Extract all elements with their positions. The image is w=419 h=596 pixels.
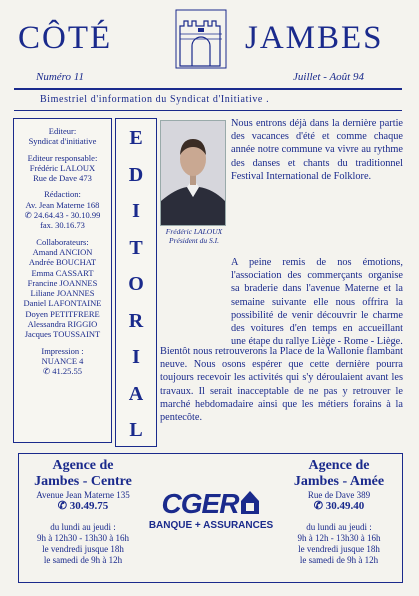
tagline-rule xyxy=(14,110,402,111)
cger-logo-text: CGER xyxy=(161,488,239,519)
ad-right-address: Rue de Dave 389 xyxy=(307,490,371,500)
masthead-right-word: JAMBES xyxy=(245,20,384,56)
collaborateur-name: Emma CASSART xyxy=(31,267,94,278)
editorial-letter: L xyxy=(129,419,143,441)
ad-left-hours2: le vendredi jusque 18h xyxy=(42,544,124,554)
responsable-label: Editeur responsable: xyxy=(27,152,98,163)
photo-caption xyxy=(160,227,228,245)
collaborateur-name: Francine JOANNES xyxy=(27,277,98,288)
issue-date: Juillet - Août 94 xyxy=(293,71,364,83)
ad-left-hours-label: du lundi au jeudi : xyxy=(50,522,116,532)
president-photo xyxy=(160,120,226,226)
article-para2 xyxy=(231,256,403,348)
ad-left-title1: Agence de xyxy=(52,458,114,473)
tagline: Bimestriel d'information du Syndicat d'Initiative . xyxy=(40,94,270,105)
editeur-value: Syndicat d'initiative xyxy=(28,136,97,147)
editorial-letter: I xyxy=(132,346,140,368)
article-para2-text: A peine remis de nos émotions, l'association des commerçants organise sa braderie dans l'avenue Materne et la semaine suivante elle nous offrira la possibilité de venir découvrir le charme des voitures d'en temps en accueillant une étape du rallye Liège - Rome - Liège. xyxy=(231,257,403,348)
ad-right-hours-label: du lundi au jeudi : xyxy=(306,522,372,532)
ad-right-hours3: le samedi de 9h à 12h xyxy=(299,555,379,565)
ad-left-hours3: le samedi de 9h à 12h xyxy=(43,555,123,565)
house-icon xyxy=(240,489,260,520)
collaborateur-name: Jacques TOUSSAINT xyxy=(24,329,101,340)
responsable-name: Frédéric LALOUX xyxy=(29,162,96,173)
redaction-address: Av. Jean Materne 168 xyxy=(25,199,100,210)
editorial-letter: E xyxy=(129,127,143,149)
editorial-letter: R xyxy=(128,309,144,332)
article-para3: Bientôt nous retrouverons la Place de la Wallonie flambant neuve. Nous osons espérer que cette dernière pourra toujours recevoir les activités qui s'y déroulaient avant les travaux. Il serait inacceptable de ne pas y retrouver le marché hebdomadaire ainsi que les métiers forains à la pentecôte. xyxy=(160,346,403,424)
collaborateur-name: Andrée BOUCHAT xyxy=(28,257,97,268)
ad-right-title1: Agence de xyxy=(308,458,370,473)
cger-logo-subtitle: BANQUE + ASSURANCES xyxy=(148,520,274,531)
cger-advertisement xyxy=(18,453,403,583)
ad-right-title2: Jambes - Amée xyxy=(293,474,385,489)
ad-left-title2: Jambes - Centre xyxy=(34,474,132,489)
editorial-letter: T xyxy=(129,236,143,259)
editorial-letter: A xyxy=(128,382,144,405)
impression-name: NUANCE 4 xyxy=(41,355,84,366)
ad-right-phone: ✆ 30.49.40 xyxy=(313,500,365,512)
issue-number: Numéro 11 xyxy=(36,71,84,83)
castle-logo xyxy=(174,8,228,70)
ad-left-phone: ✆ 30.49.75 xyxy=(57,500,109,512)
collaborateur-name: Liliane JOANNES xyxy=(30,288,95,299)
credits-sidebar xyxy=(13,118,112,443)
ad-right-hours2: le vendredi jusque 18h xyxy=(298,544,380,554)
editorial-banner xyxy=(115,118,157,447)
editorial-letter: D xyxy=(128,163,144,186)
impression-phone: ✆ 41.25.55 xyxy=(43,366,82,377)
masthead-left-word: CÔTÉ xyxy=(18,20,113,56)
redaction-phone: ✆ 24.64.43 - 30.10.99 xyxy=(24,210,101,221)
impression-label: Impression : xyxy=(41,345,84,356)
ad-right-hours1: 9h à 12h - 13h30 à 16h xyxy=(297,533,381,543)
masthead-rule xyxy=(14,88,402,90)
collaborateur-name: Amand ANCION xyxy=(32,246,93,257)
redaction-fax: fax. 30.16.73 xyxy=(40,220,85,231)
editeur-label: Editeur: xyxy=(48,126,77,136)
ad-left-agency xyxy=(23,458,143,566)
cger-logo xyxy=(147,488,275,531)
collaborateur-name: Doyen PETITFRERE xyxy=(25,308,100,319)
ad-right-agency xyxy=(279,458,399,566)
caption-role: Président du S.I. xyxy=(169,236,219,245)
redaction-label: Rédaction: xyxy=(44,189,81,200)
caption-name: Frédéric LALOUX xyxy=(165,227,223,236)
collaborateur-name: Alessandra RIGGIO xyxy=(27,319,98,330)
editorial-letter: I xyxy=(132,200,140,222)
responsable-address: Rue de Dave 473 xyxy=(33,173,92,184)
article-para1: Nous entrons déjà dans la dernière partie des vacances d'été et comme chaque année notre commune va vivre au rythme des danses et chants du traditionnel Festival International de Folklore. xyxy=(231,118,403,182)
ad-left-hours1: 9h à 12h30 - 13h30 à 16h xyxy=(37,533,129,543)
editorial-letter: O xyxy=(128,273,144,295)
ad-left-address: Avenue Jean Materne 135 xyxy=(36,490,130,500)
collaborateurs-label: Collaborateurs: xyxy=(36,236,89,247)
collaborateur-name: Daniel LAFONTAINE xyxy=(23,298,102,309)
